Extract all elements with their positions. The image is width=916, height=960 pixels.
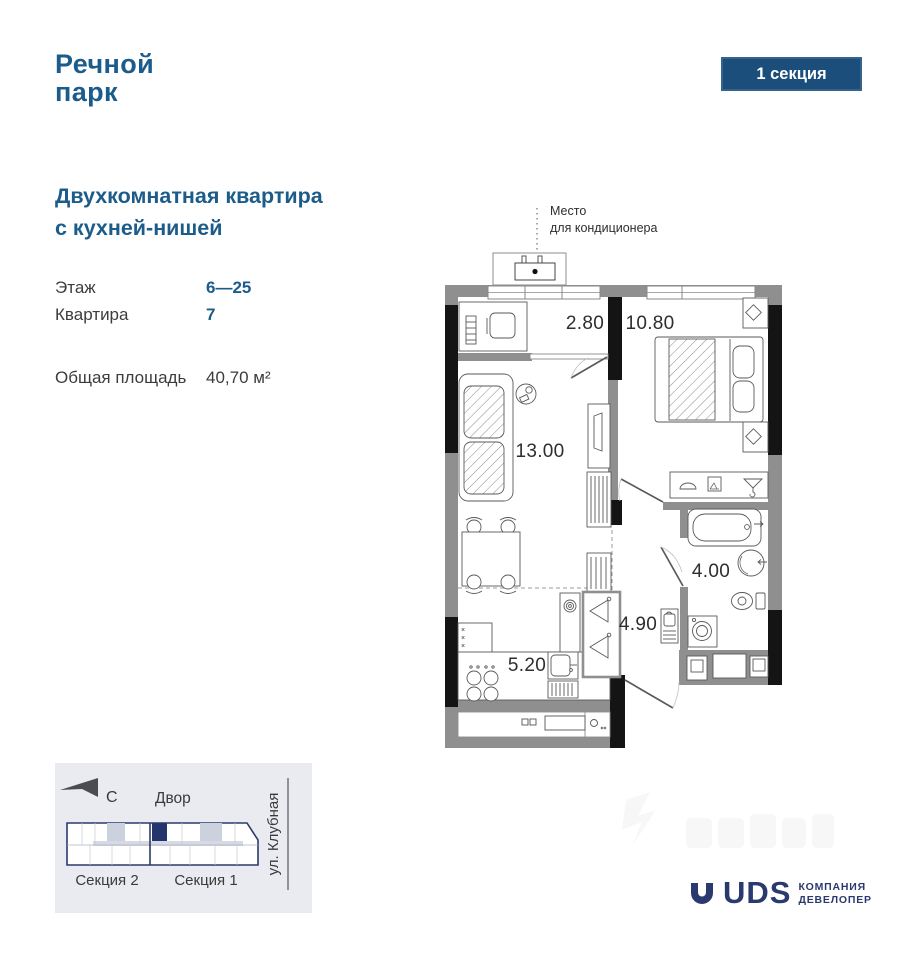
brand-logo-line2: парк: [55, 77, 118, 107]
area-bedroom: 10.80: [625, 313, 675, 334]
developer-tagline: [798, 881, 871, 907]
loggia-desk: [459, 302, 527, 351]
total-area-value: 40,70 м²: [206, 368, 271, 387]
area-living: 13.00: [515, 441, 565, 462]
bedside-table-bottom: [743, 422, 768, 452]
area-loggia: 2.80: [565, 313, 605, 334]
ac-note-line1: Место: [550, 204, 587, 218]
kitchen-fridge: [458, 623, 492, 653]
bathtub: [688, 509, 763, 546]
hall-cabinet: [661, 609, 678, 643]
apartment-title-line2: с кухней-нишей: [55, 216, 223, 240]
floor-label: Этаж: [55, 278, 96, 297]
developer-logo: [688, 875, 872, 910]
watermark: [598, 782, 878, 872]
developer-name: UDS: [723, 875, 792, 910]
washing-machine: [688, 616, 717, 647]
ac-note-line2: для кондиционера: [550, 221, 658, 235]
floorplan-drawing: [430, 190, 800, 760]
window-bedroom: [647, 286, 755, 299]
sofa: [459, 374, 513, 501]
section2-label: Секция 2: [75, 872, 139, 889]
bed: [655, 337, 763, 422]
entry-door: [625, 680, 673, 708]
street-label: ул. Клубная: [265, 792, 282, 876]
plant: [516, 384, 536, 404]
floor-value: 6—25: [206, 278, 252, 297]
area-kitchen: 5.20: [507, 655, 547, 676]
apartment-label: Квартира: [55, 305, 129, 324]
svg-text:×: ×: [461, 635, 466, 642]
apartment-title-line1: Двухкомнатная квартира: [55, 184, 323, 208]
toilet: [732, 593, 766, 610]
apartment-title: [55, 180, 323, 244]
section1-label: Секция 1: [174, 872, 238, 889]
north-arrow-icon: [60, 778, 98, 797]
pillow: [733, 346, 754, 378]
yard-label: Двор: [155, 790, 191, 807]
tv-unit: [587, 404, 611, 593]
svg-text:×: ×: [461, 643, 466, 650]
bedside-table-top: [743, 298, 768, 328]
north-label: С: [106, 789, 118, 806]
pillow: [733, 381, 754, 412]
section-badge-label: 1 секция: [756, 64, 827, 83]
section-badge: [721, 57, 862, 91]
total-area-row: [55, 368, 385, 388]
washbasin: [738, 550, 767, 576]
area-bathroom: 4.00: [691, 561, 731, 582]
brand-logo: [55, 50, 154, 106]
storage-niches: [687, 654, 768, 680]
service-strip: [458, 712, 610, 737]
stove-burner: [467, 671, 481, 685]
hall-wardrobe: [583, 592, 620, 677]
bedroom-dresser: [670, 472, 768, 498]
apartment-row: [55, 305, 385, 325]
desk-chair: [490, 313, 515, 338]
loggia-sill: [530, 354, 608, 359]
bedroom-door: [621, 479, 663, 502]
area-hall: 4.90: [618, 614, 658, 635]
developer-tag2: ДЕВЕЛОПЕР: [798, 894, 872, 906]
apartment-value: 7: [206, 305, 216, 324]
window-loggia: [488, 286, 600, 299]
brand-logo-line1: Речной: [55, 49, 155, 79]
building-outline: [67, 823, 258, 865]
svg-text:×: ×: [461, 627, 466, 634]
uds-mark-icon: [688, 881, 716, 907]
developer-tag1: КОМПАНИЯ: [798, 881, 866, 893]
highlighted-unit: [152, 823, 167, 841]
site-minimap: [55, 763, 312, 913]
floor-row: [55, 278, 385, 298]
dining-set: [462, 518, 520, 594]
total-area-label: Общая площадь: [55, 368, 187, 387]
watermark-mark: [622, 792, 656, 846]
ac-unit: [493, 208, 566, 285]
